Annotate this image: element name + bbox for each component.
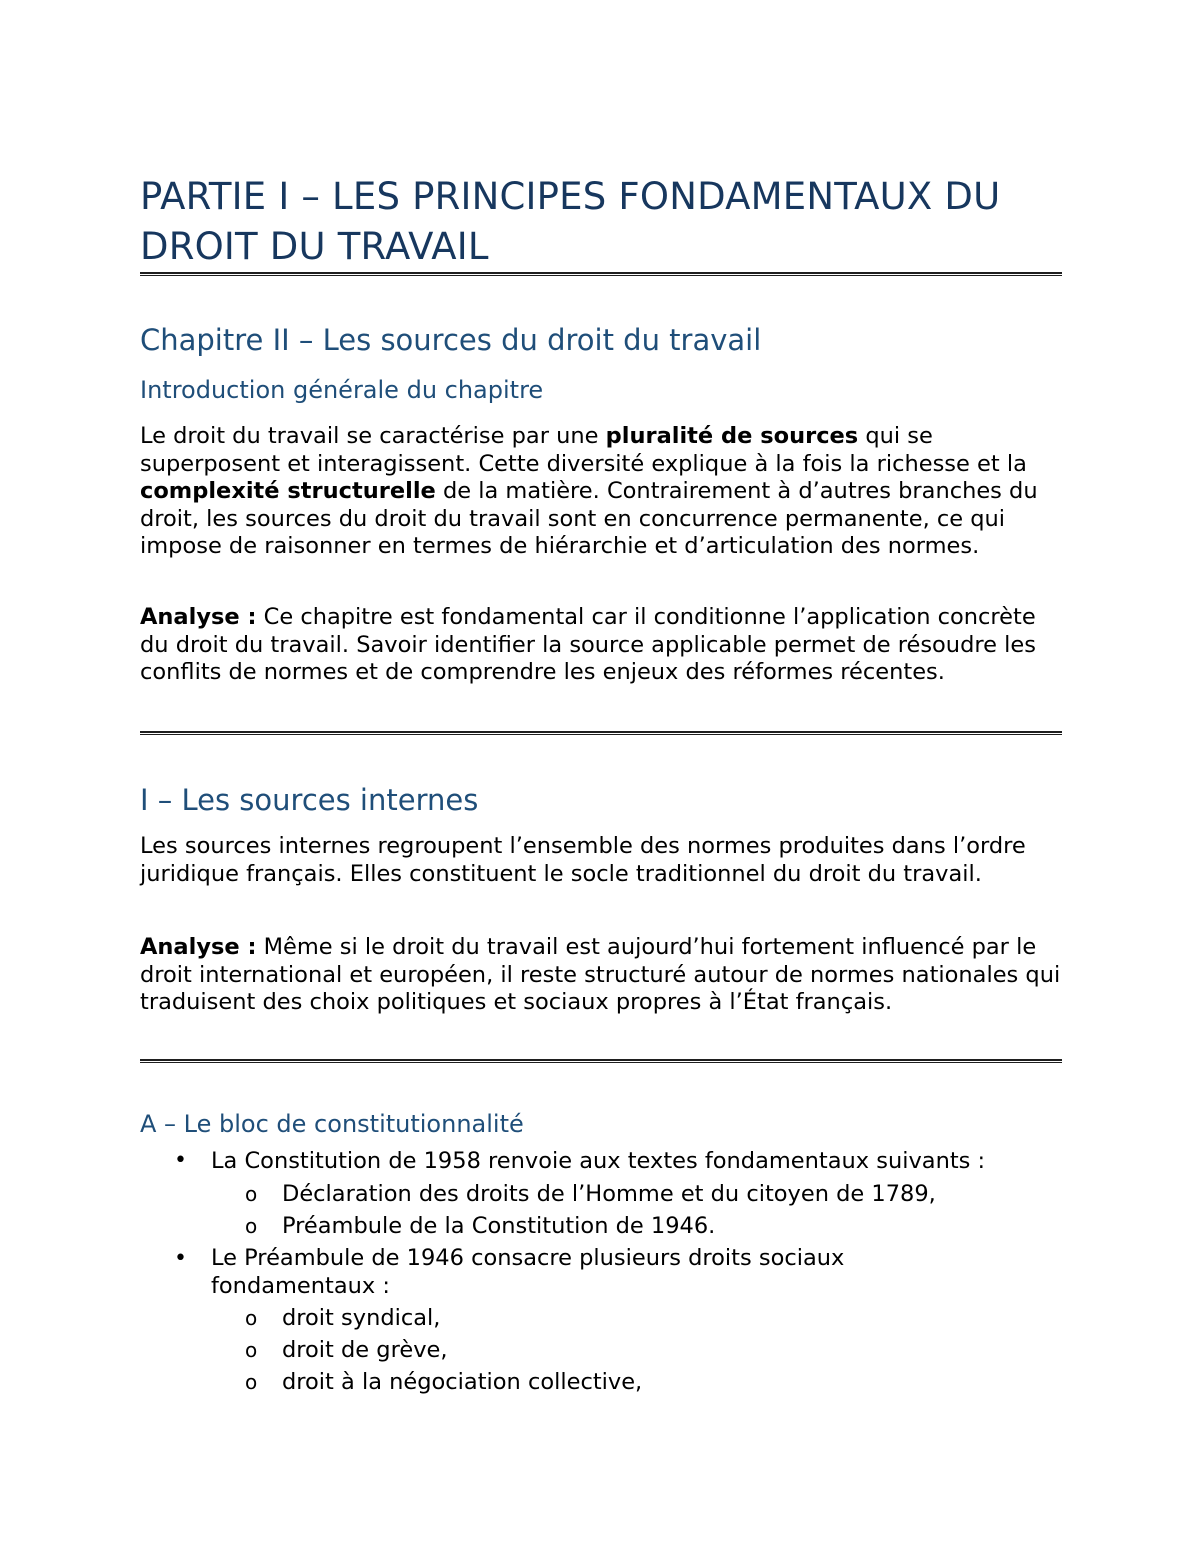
circle-bullet-icon: o: [245, 1182, 258, 1206]
sub-list-item-text: droit à la négociation collective,: [282, 1369, 643, 1395]
constitution-list: [140, 1146, 1062, 1398]
analysis-label-2: Analyse :: [140, 934, 257, 960]
intro-text-3: de la matière. Contrairement à d’autres branches du droit, les sources du droit du travail sont en concurrence permanente, ce qui impose de raisonner en termes de hiérarchie et d’articulation des normes.: [140, 478, 1038, 559]
section-heading-internal-sources: I – Les sources internes: [140, 783, 479, 817]
section-rule-1: [140, 731, 1062, 735]
analysis-paragraph-2: [140, 934, 1062, 1017]
analysis-paragraph-1: [140, 604, 1062, 687]
section-paragraph: Les sources internes regroupent l’ensemble des normes produites dans l’ordre juridique français. Elles constituent le socle traditionnel du droit du travail.: [140, 833, 1026, 887]
intro-text-2: qui se superposent et interagissent. Cette diversité explique à la fois la richesse et la: [140, 423, 1027, 477]
analysis-label-1: Analyse :: [140, 604, 257, 630]
intro-heading: Introduction générale du chapitre: [140, 376, 544, 404]
circle-bullet-icon: o: [245, 1306, 258, 1330]
list-item-text: Le Préambule de 1946 consacre plusieurs droits sociaux fondamentaux :: [211, 1245, 845, 1299]
list-item-text: La Constitution de 1958 renvoie aux textes fondamentaux suivants :: [211, 1148, 986, 1174]
intro-paragraph: [140, 423, 1062, 561]
sub-list: [211, 1302, 1062, 1398]
sub-list: [211, 1178, 1062, 1242]
subsection-heading-constitutional-block: A – Le bloc de constitutionnalité: [140, 1110, 524, 1138]
document-title: PARTIE I – LES PRINCIPES FONDAMENTAUX DU DROIT DU TRAVAIL: [140, 175, 1001, 268]
section-rule-2: [140, 1059, 1062, 1063]
chapter-heading: Chapitre II – Les sources du droit du travail: [140, 323, 762, 357]
intro-bold-1: pluralité de sources: [605, 423, 859, 449]
sub-list-item: [211, 1334, 1062, 1366]
sub-list-item: [211, 1210, 1062, 1242]
circle-bullet-icon: o: [245, 1214, 258, 1238]
list-item: [140, 1244, 1062, 1398]
sub-list-item-text: Préambule de la Constitution de 1946.: [282, 1213, 716, 1239]
bullet-icon: •: [174, 1246, 187, 1271]
sub-list-item-text: droit syndical,: [282, 1305, 441, 1331]
sub-list-item-text: droit de grève,: [282, 1337, 448, 1363]
sub-list-item: [211, 1366, 1062, 1398]
sub-list-item: [211, 1178, 1062, 1210]
list-item: [140, 1146, 1062, 1242]
analysis-text-2: Même si le droit du travail est aujourd’hui fortement influencé par le droit international et européen, il reste structuré autour de normes nationales qui traduisent des choix politiques et sociaux propres à l’État français.: [140, 934, 1061, 1015]
circle-bullet-icon: o: [245, 1338, 258, 1362]
sub-list-item: [211, 1302, 1062, 1334]
title-rule: [140, 272, 1062, 276]
analysis-text-1: Ce chapitre est fondamental car il conditionne l’application concrète du droit du travail. Savoir identifier la source applicable permet de résoudre les conflits de normes et de comprendre les enjeux des réformes récentes.: [140, 604, 1036, 685]
sub-list-item-text: Déclaration des droits de l’Homme et du citoyen de 1789,: [282, 1181, 936, 1207]
circle-bullet-icon: o: [245, 1370, 258, 1394]
intro-bold-2: complexité structurelle: [140, 478, 436, 504]
bullet-icon: •: [174, 1148, 187, 1173]
intro-text-1: Le droit du travail se caractérise par une: [140, 423, 606, 449]
